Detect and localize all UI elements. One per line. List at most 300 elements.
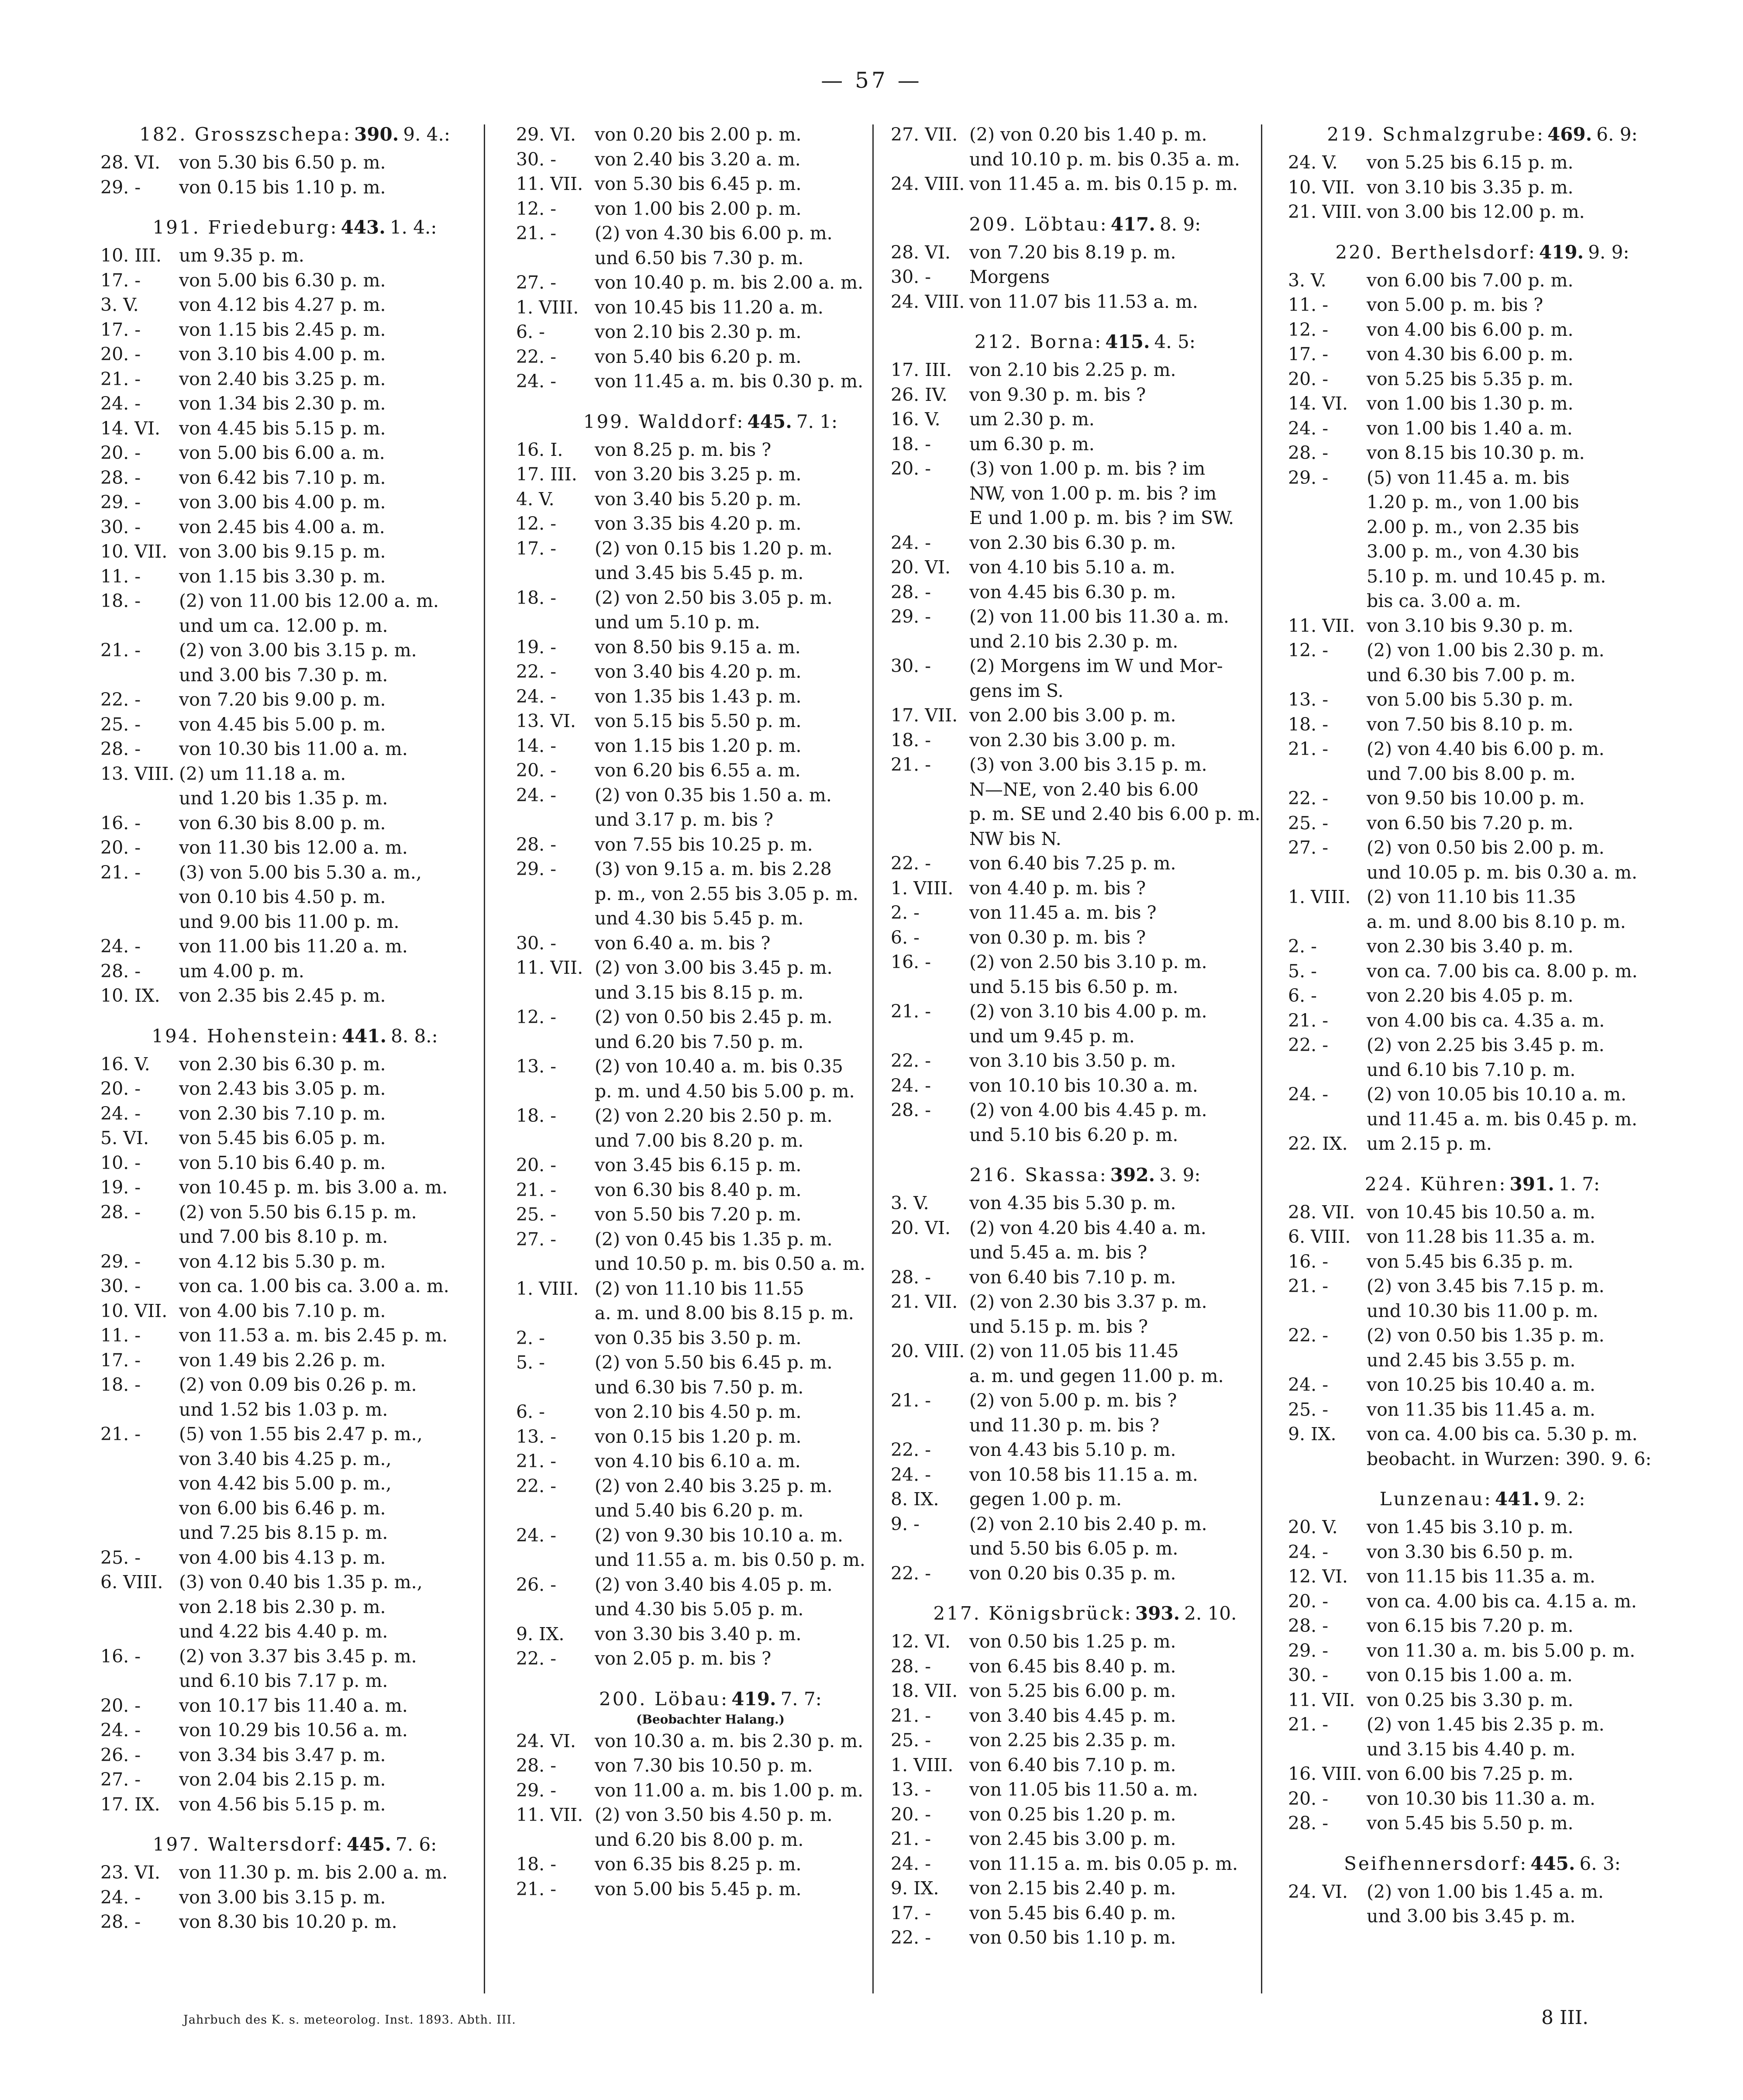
observation-entry	[891, 290, 1279, 314]
observation-entry	[516, 369, 905, 394]
entry-date: 24. -	[891, 1464, 931, 1485]
entry-date: 28. VI.	[100, 152, 161, 173]
observation-entry	[516, 1103, 905, 1153]
entry-date: 27. -	[516, 272, 557, 293]
entry-times: von 11.28 bis 11.35 a. m.	[1367, 1226, 1595, 1247]
entry-date: 20. -	[100, 837, 141, 858]
entry-times: von 6.30 bis 8.00 p. m.	[179, 812, 386, 834]
entry-times: von 3.10 bis 3.35 p. m.	[1367, 176, 1574, 198]
observation-entry	[100, 293, 489, 317]
entry-date: 25. -	[1288, 812, 1329, 834]
station-name: 212. Borna:	[975, 331, 1103, 352]
entry-date: 21. -	[1288, 1714, 1329, 1735]
entry-date: 28. -	[1288, 442, 1329, 463]
station-height: 393.	[1135, 1603, 1180, 1624]
observation-entry	[891, 1339, 1279, 1388]
observation-entry	[891, 900, 1279, 925]
entry-date: 28. -	[1288, 1813, 1329, 1834]
entry-date: 29. VI.	[516, 124, 576, 145]
observation-entry	[100, 1052, 489, 1077]
entry-date: 17. -	[100, 269, 141, 291]
entry-date: 24. -	[516, 784, 557, 806]
entry-times: von 10.29 bis 10.56 a. m.	[179, 1720, 408, 1741]
entry-times: von 1.15 bis 2.45 p. m.	[179, 319, 386, 340]
entry-date: 26. IV.	[891, 384, 947, 405]
station-name: 217. Königsbrück:	[933, 1603, 1133, 1624]
entry-date: 21. -	[1288, 1010, 1329, 1031]
entry-times: (2) von 2.10 bis 2.40 p. m. und 5.50 bis 6.05 p. m.	[969, 1513, 1207, 1559]
observation-entry	[1288, 811, 1677, 836]
station-heading	[1288, 240, 1677, 265]
observation-entry	[100, 539, 489, 564]
entry-times: um 6.30 p. m.	[969, 433, 1095, 455]
entry-times: (2) von 11.10 bis 11.35 a. m. und 8.00 bis 8.10 p. m.	[1367, 886, 1626, 932]
entry-times: von ca. 7.00 bis ca. 8.00 p. m.	[1367, 960, 1638, 982]
observation-entry	[891, 1073, 1279, 1098]
observation-entry	[1288, 342, 1677, 367]
observation-entry	[516, 586, 905, 635]
entry-times: von 2.05 p. m. bis ?	[595, 1648, 772, 1669]
observation-entry	[516, 1350, 905, 1400]
station-coords: 1. 4.:	[389, 217, 437, 238]
entry-date: 11. VII.	[516, 957, 583, 978]
entry-date: 28. -	[891, 1100, 931, 1121]
entry-date: 22. -	[891, 1050, 931, 1071]
station-heading	[1288, 1852, 1677, 1876]
entry-times: (3) von 5.00 bis 5.30 a. m., von 0.10 bis 4.50 p. m. und 9.00 bis 11.00 p. m.	[179, 862, 422, 932]
station-height: 391.	[1509, 1173, 1554, 1195]
entry-times: (3) von 1.00 p. m. bis ? im NW, von 1.00 p. m. bis ? im E und 1.00 p. m. bis ? im SW.	[969, 458, 1234, 528]
entry-times: (2) von 0.20 bis 1.40 p. m. und 10.10 p. m. bis 0.35 a. m.	[969, 124, 1240, 170]
entry-times: von 4.10 bis 5.10 a. m.	[969, 557, 1175, 578]
entry-date: 21. -	[516, 223, 557, 244]
observation-entry	[100, 1372, 489, 1422]
observation-entry	[891, 1753, 1279, 1778]
station-coords: 7. 7:	[780, 1688, 822, 1710]
entry-date: 24. -	[1288, 417, 1329, 439]
observation-entry	[516, 487, 905, 512]
entry-times: von 3.00 bis 9.15 p. m.	[179, 541, 386, 562]
entry-times: (2) von 10.40 a. m. bis 0.35 p. m. und 4.50 bis 5.00 p. m.	[595, 1056, 855, 1102]
entry-times: von 0.25 bis 1.20 p. m.	[969, 1803, 1176, 1825]
observation-entry	[516, 832, 905, 857]
entry-date: 3. V.	[891, 1193, 929, 1214]
station-name: 191. Friedeburg:	[152, 217, 338, 238]
entry-times: von 1.15 bis 3.30 p. m.	[179, 566, 386, 587]
observation-entry	[100, 638, 489, 687]
entry-date: 28. VII.	[1288, 1201, 1355, 1223]
entry-times: von 11.05 bis 11.50 a. m.	[969, 1779, 1198, 1800]
entry-times: von 6.42 bis 7.10 p. m.	[179, 467, 386, 488]
observation-entry	[516, 1005, 905, 1054]
entry-times: von 4.00 bis ca. 4.35 a. m.	[1367, 1010, 1605, 1031]
observation-entry	[100, 150, 489, 175]
entry-times: von 6.45 bis 8.40 p. m.	[969, 1655, 1176, 1677]
observation-entry	[100, 1200, 489, 1249]
entry-date: 9. IX.	[1288, 1424, 1337, 1445]
entry-times: (2) von 4.30 bis 6.00 p. m. und 6.50 bis 7.30 p. m.	[595, 223, 833, 269]
entry-date: 11. -	[100, 1325, 141, 1346]
station-name: 220. Berthelsdorf:	[1335, 241, 1536, 263]
station-height: 419.	[731, 1688, 776, 1710]
entry-times: von 11.30 p. m. bis 2.00 a. m.	[179, 1862, 448, 1883]
entry-date: 28. -	[516, 834, 557, 855]
entry-date: 27. -	[516, 1228, 557, 1250]
observation-entry	[1288, 1712, 1677, 1762]
observation-entry	[1288, 317, 1677, 342]
observation-entry	[100, 490, 489, 515]
entry-date: 20. -	[891, 1803, 931, 1825]
entry-times: von 6.50 bis 7.20 p. m.	[1367, 812, 1574, 834]
station-coords: 9. 4.:	[403, 124, 451, 145]
entry-date: 16. I.	[516, 439, 563, 460]
entry-times: von 3.40 bis 5.20 p. m.	[595, 488, 802, 510]
observation-entry	[516, 1877, 905, 1902]
entry-times: von 5.30 bis 6.50 p. m.	[179, 152, 386, 173]
station-coords: 7. 6:	[396, 1834, 437, 1855]
station-height: 445.	[346, 1834, 392, 1855]
entry-date: 30. -	[516, 148, 557, 170]
entry-times: (2) von 1.00 bis 2.30 p. m. und 6.30 bis 7.00 p. m.	[1367, 640, 1605, 686]
observation-entry	[891, 383, 1279, 407]
entry-date: 24. -	[100, 1720, 141, 1741]
observation-entry	[100, 1743, 489, 1768]
entry-date: 6. -	[516, 321, 545, 342]
observation-entry	[516, 758, 905, 783]
entry-date: 17. -	[1288, 344, 1329, 365]
column-2	[516, 122, 905, 1901]
observation-entry	[1288, 687, 1677, 712]
entry-date: 10. IX.	[100, 985, 160, 1006]
observation-entry	[100, 1126, 489, 1151]
observation-entry	[100, 1249, 489, 1274]
entry-date: 21. -	[891, 1001, 931, 1022]
observation-entry	[1288, 1200, 1677, 1225]
observation-entry	[1288, 150, 1677, 175]
entry-times: (2) von 3.45 bis 7.15 p. m. und 10.30 bis 11.00 p. m.	[1367, 1276, 1605, 1321]
entry-times: von 5.50 bis 7.20 p. m.	[595, 1204, 802, 1225]
observation-entry	[100, 1693, 489, 1718]
entry-date: 20. -	[516, 760, 557, 781]
entry-date: 21. -	[891, 1828, 931, 1849]
entry-date: 23. VI.	[100, 1862, 161, 1883]
entry-times: (2) von 5.50 bis 6.45 p. m. und 6.30 bis 7.50 p. m.	[595, 1352, 833, 1398]
entry-date: 24. -	[516, 686, 557, 707]
entry-date: 24. -	[891, 1853, 931, 1874]
entry-times: von 6.00 bis 7.00 p. m.	[1367, 269, 1574, 291]
entry-times: (2) von 2.40 bis 3.25 p. m. und 5.40 bis 6.20 p. m.	[595, 1475, 833, 1521]
entry-date: 28. -	[100, 467, 141, 488]
observation-entry	[1288, 1638, 1677, 1663]
observation-entry	[1288, 1372, 1677, 1397]
observation-entry	[516, 438, 905, 462]
entry-times: von 2.20 bis 4.05 p. m.	[1367, 985, 1574, 1006]
entry-times: von 1.00 bis 1.30 p. m.	[1367, 393, 1574, 414]
observation-entry	[1288, 712, 1677, 737]
observation-entry	[1288, 367, 1677, 392]
observation-entry	[100, 1545, 489, 1570]
entry-date: 17. III.	[891, 359, 952, 380]
entry-date: 18. -	[100, 1374, 141, 1395]
entry-times: von 0.15 bis 1.00 a. m.	[1367, 1665, 1573, 1686]
entry-date: 21. -	[891, 754, 931, 775]
entry-times: von ca. 4.00 bis ca. 4.15 a. m.	[1367, 1590, 1637, 1612]
observation-entry	[516, 857, 905, 931]
observation-entry	[891, 1388, 1279, 1438]
station-name: Seifhennersdorf:	[1344, 1852, 1528, 1874]
observation-entry	[891, 1629, 1279, 1654]
entry-date: 18. -	[516, 587, 557, 608]
entry-date: 20. -	[516, 1155, 557, 1176]
observation-entry	[891, 1852, 1279, 1876]
entry-date: 24. VIII.	[891, 173, 965, 194]
observation-entry	[100, 317, 489, 342]
observation-entry	[100, 1323, 489, 1348]
entry-date: 28. -	[100, 1201, 141, 1223]
entry-date: 17. -	[891, 1902, 931, 1924]
entry-date: 6. -	[891, 927, 920, 948]
observation-entry	[100, 1422, 489, 1545]
entry-times: von 2.30 bis 3.00 p. m.	[969, 729, 1176, 751]
entry-date: 29. -	[891, 606, 931, 627]
observation-entry	[891, 1290, 1279, 1339]
station-name: 200. Löbau:	[599, 1688, 729, 1710]
observation-entry	[100, 564, 489, 589]
station-heading	[516, 410, 905, 434]
entry-date: 29. -	[100, 176, 141, 198]
entry-date: 10. VII.	[100, 541, 168, 562]
entry-date: 4. V.	[516, 488, 555, 510]
entry-times: von 1.35 bis 1.43 p. m.	[595, 686, 802, 707]
observation-entry	[1288, 835, 1677, 885]
entry-date: 10. VII.	[100, 1300, 168, 1321]
entry-date: 22. -	[891, 853, 931, 874]
observation-entry	[516, 734, 905, 759]
observation-entry	[516, 1227, 905, 1276]
entry-times: von 6.40 bis 7.25 p. m.	[969, 853, 1176, 874]
entry-times: von 3.10 bis 4.00 p. m.	[179, 344, 386, 365]
entry-date: 3. V.	[100, 294, 139, 315]
observation-entry	[100, 811, 489, 836]
observation-entry	[516, 1753, 905, 1778]
entry-times: (2) von 0.50 bis 2.00 p. m. und 10.05 p. m. bis 0.30 a. m.	[1367, 837, 1637, 883]
entry-times: von 11.45 a. m. bis 0.30 p. m.	[595, 371, 864, 392]
entry-times: von 10.45 p. m. bis 3.00 a. m.	[179, 1177, 448, 1198]
observation-entry	[516, 345, 905, 369]
entry-date: 18. -	[891, 433, 931, 455]
station-height: 392.	[1110, 1164, 1155, 1186]
entry-date: 22. -	[1288, 788, 1329, 809]
entry-times: von 5.25 bis 6.00 p. m.	[969, 1680, 1176, 1701]
entry-date: 22. -	[516, 1475, 557, 1497]
entry-times: von 1.15 bis 1.20 p. m.	[595, 735, 802, 756]
observation-entry	[1288, 614, 1677, 638]
observation-entry	[1288, 1688, 1677, 1713]
observation-entry	[100, 1860, 489, 1885]
entry-times: von 4.00 bis 4.13 p. m.	[179, 1547, 386, 1568]
entry-times: von 2.00 bis 3.00 p. m.	[969, 705, 1176, 726]
entry-date: 20. -	[891, 458, 931, 479]
observation-entry	[516, 1523, 905, 1572]
entry-date: 9. IX.	[516, 1623, 565, 1645]
entry-times: von 10.58 bis 11.15 a. m.	[969, 1464, 1198, 1485]
observation-entry	[516, 931, 905, 956]
entry-times: von 4.00 bis 7.10 p. m.	[179, 1300, 386, 1321]
entry-date: 17. IX.	[100, 1793, 160, 1815]
entry-times: von 11.15 bis 11.35 a. m.	[1367, 1566, 1595, 1587]
observation-entry	[100, 367, 489, 392]
entry-times: von 2.10 bis 2.25 p. m.	[969, 359, 1176, 380]
entry-date: 21. -	[100, 368, 141, 390]
observation-entry	[1288, 441, 1677, 466]
entry-times: (2) von 5.50 bis 6.15 p. m. und 7.00 bis 8.10 p. m.	[179, 1201, 417, 1247]
entry-date: 20. -	[100, 1078, 141, 1099]
entry-times: von 0.15 bis 1.20 p. m.	[595, 1426, 802, 1447]
entry-date: 18. -	[1288, 714, 1329, 735]
observation-entry	[891, 1802, 1279, 1827]
entry-times: von 5.40 bis 6.20 p. m.	[595, 346, 802, 367]
observation-entry	[516, 783, 905, 832]
entry-times: von 6.20 bis 6.55 a. m.	[595, 760, 801, 781]
entry-date: 17. -	[516, 538, 557, 559]
entry-times: um 9.35 p. m.	[179, 245, 304, 266]
observation-entry	[891, 432, 1279, 457]
entry-date: 24. VI.	[1288, 1881, 1348, 1902]
entry-times: um 4.00 p. m.	[179, 960, 304, 982]
entry-times: (2) von 1.45 bis 2.35 p. m. und 3.15 bis 4.40 p. m.	[1367, 1714, 1605, 1760]
entry-date: 28. -	[100, 960, 141, 982]
entry-times: (2) von 0.09 bis 0.26 p. m. und 1.52 bis 1.03 p. m.	[179, 1374, 417, 1420]
observation-entry	[100, 1175, 489, 1200]
observation-entry	[891, 1048, 1279, 1073]
observation-entry	[891, 1191, 1279, 1216]
observation-entry	[100, 835, 489, 860]
entry-date: 18. -	[516, 1854, 557, 1875]
entry-times: (2) von 0.15 bis 1.20 p. m. und 3.45 bis 5.45 p. m.	[595, 538, 833, 583]
entry-date: 24. -	[100, 393, 141, 414]
observation-entry	[1288, 200, 1677, 224]
entry-date: 20. -	[100, 344, 141, 365]
station-height: 415.	[1105, 331, 1150, 352]
entry-times: von 11.00 a. m. bis 1.00 p. m.	[595, 1779, 864, 1801]
observation-entry	[891, 1654, 1279, 1679]
entry-date: 10. -	[100, 1152, 141, 1173]
observation-entry	[891, 604, 1279, 654]
entry-times: von 4.12 bis 4.27 p. m.	[179, 294, 386, 315]
entry-date: 17. III.	[516, 464, 577, 485]
entry-date: 30. -	[100, 1276, 141, 1297]
station-heading	[100, 122, 489, 147]
entry-times: von 11.45 a. m. bis ?	[969, 902, 1157, 923]
station-name: 182. Grosszschepa:	[139, 124, 352, 145]
entry-date: 28. VI.	[891, 241, 951, 263]
station-coords: 3. 9:	[1159, 1164, 1201, 1186]
entry-times: (2) von 4.40 bis 6.00 p. m. und 7.00 bis 8.00 p. m.	[1367, 738, 1605, 784]
entry-date: 30. -	[891, 655, 931, 676]
entry-times: um 2.15 p. m.	[1367, 1133, 1492, 1154]
observation-entry	[1288, 1786, 1677, 1811]
entry-times: von 5.00 p. m. bis ?	[1367, 294, 1543, 315]
entry-times: von 4.56 bis 5.15 p. m.	[179, 1793, 386, 1815]
observation-entry	[891, 728, 1279, 753]
entry-times: von 6.00 bis 7.25 p. m.	[1367, 1763, 1574, 1784]
observation-entry	[1288, 1564, 1677, 1589]
entry-date: 28. -	[516, 1755, 557, 1776]
entry-times: von 3.20 bis 3.25 p. m.	[595, 464, 802, 485]
observation-entry	[516, 684, 905, 709]
entry-date: 14. VI.	[100, 417, 161, 439]
observation-entry	[1288, 1589, 1677, 1614]
entry-date: 24. -	[1288, 1374, 1329, 1395]
observation-entry	[100, 1076, 489, 1101]
entry-date: 9. IX.	[891, 1878, 939, 1899]
entry-date: 6. -	[1288, 985, 1317, 1006]
entry-date: 24. -	[516, 371, 557, 392]
entry-date: 24. -	[516, 1524, 557, 1546]
observation-entry	[516, 709, 905, 734]
entry-date: 21. -	[100, 1424, 141, 1445]
entry-times: (2) von 3.00 bis 3.45 p. m. und 3.15 bis 8.15 p. m.	[595, 957, 833, 1003]
entry-times: von 10.45 bis 11.20 a. m.	[595, 297, 823, 318]
entry-times: (2) von 0.35 bis 1.50 a. m. und 3.17 p. m. bis ?	[595, 784, 832, 830]
entry-times: von 10.30 a. m. bis 2.30 p. m.	[595, 1730, 864, 1752]
observation-entry	[891, 1561, 1279, 1586]
entry-times: von 11.35 bis 11.45 a. m.	[1367, 1399, 1595, 1420]
observation-entry	[891, 1216, 1279, 1265]
observation-entry	[516, 1202, 905, 1227]
entry-date: 20. -	[100, 442, 141, 463]
entry-times: von 1.49 bis 2.26 p. m.	[179, 1349, 386, 1371]
entry-date: 24. -	[100, 1103, 141, 1124]
observation-entry	[516, 1474, 905, 1523]
entry-date: 13. -	[516, 1426, 557, 1447]
entry-date: 30. -	[891, 266, 931, 287]
observation-entry	[1288, 175, 1677, 200]
entry-times: von 5.15 bis 5.50 p. m.	[595, 710, 802, 731]
observation-entry	[891, 531, 1279, 555]
entry-date: 21. -	[100, 640, 141, 661]
observation-entry	[891, 1265, 1279, 1290]
observation-entry	[1288, 737, 1677, 786]
observation-entry	[891, 1512, 1279, 1561]
entry-times: (2) von 2.50 bis 3.05 p. m. und um 5.10 p. m.	[595, 587, 833, 633]
entry-date: 18. -	[100, 590, 141, 611]
entry-date: 28. -	[891, 1655, 931, 1677]
entry-date: 2. -	[1288, 936, 1317, 957]
station-heading	[891, 330, 1279, 354]
entry-date: 30. -	[100, 516, 141, 538]
observation-entry	[1288, 1762, 1677, 1786]
observation-entry	[891, 358, 1279, 383]
entry-date: 11. -	[1288, 294, 1329, 315]
observation-entry	[100, 712, 489, 737]
station-name: 224. Kühren:	[1364, 1173, 1507, 1195]
observation-entry	[100, 416, 489, 441]
observation-entry	[100, 175, 489, 200]
observation-entry	[516, 270, 905, 295]
entry-times: von 8.30 bis 10.20 p. m.	[179, 1911, 397, 1932]
station-heading	[1288, 122, 1677, 147]
entry-date: 22. -	[1288, 1034, 1329, 1055]
observation-entry	[516, 1153, 905, 1178]
entry-times: (2) von 1.00 bis 1.45 a. m. und 3.00 bis 3.45 p. m.	[1367, 1881, 1604, 1927]
observation-entry	[516, 955, 905, 1005]
entry-times: von 2.45 bis 4.00 a. m.	[179, 516, 385, 538]
station-height: 443.	[341, 217, 386, 238]
entry-date: 24. -	[891, 532, 931, 553]
observation-entry	[100, 1299, 489, 1324]
entry-date: 12. VI.	[891, 1631, 951, 1652]
